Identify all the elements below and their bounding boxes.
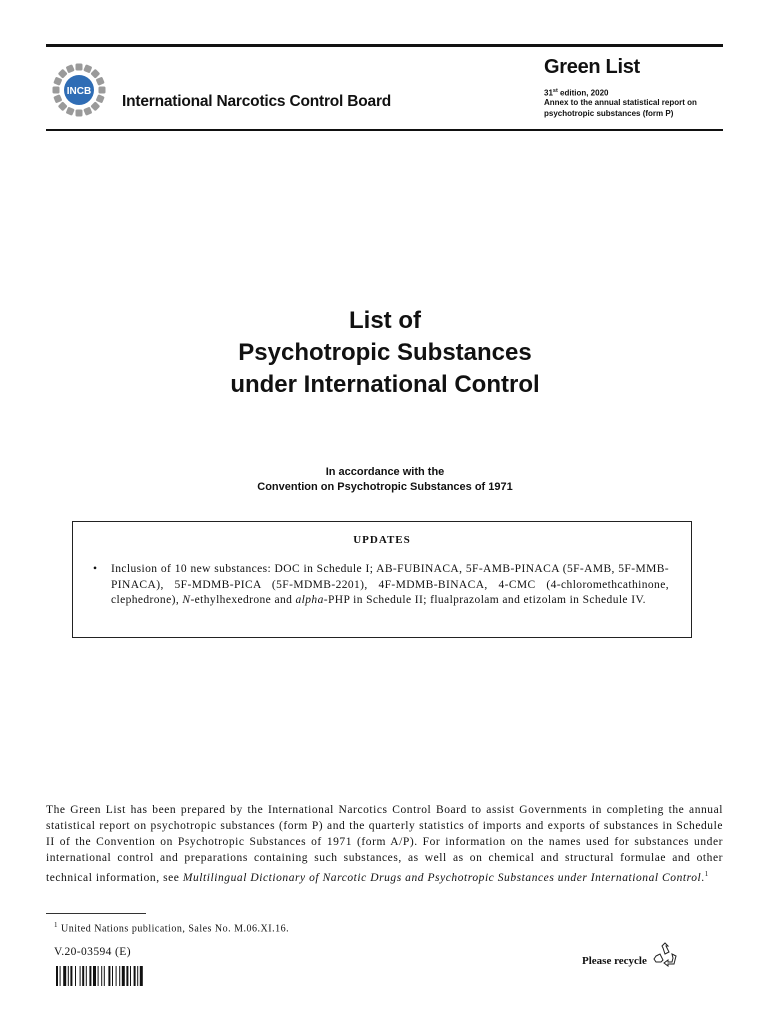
barcode-bar	[75, 966, 76, 986]
header-bottom-rule	[46, 129, 723, 131]
barcode-bar	[89, 966, 91, 986]
barcode-bar	[119, 966, 120, 986]
barcode-bar	[56, 966, 58, 986]
edition-suffix: st	[552, 88, 558, 94]
recycle-icon	[652, 942, 678, 970]
barcode-bar	[86, 966, 87, 986]
logo-figure	[58, 101, 68, 111]
updates-heading: UPDATES	[353, 534, 411, 546]
barcode-bar	[68, 966, 69, 986]
logo-figure	[99, 87, 106, 94]
barcode-bar	[122, 966, 125, 986]
barcode-bar	[134, 966, 136, 986]
barcode-bar	[98, 966, 99, 986]
subtitle-line: Convention on Psychotropic Substances of 1971	[257, 481, 513, 493]
intro-paragraph	[46, 802, 723, 886]
barcode-bar	[70, 966, 72, 986]
top-rule	[46, 44, 723, 47]
logo-figure	[96, 77, 105, 86]
logo-figure	[83, 64, 92, 73]
barcode-bar	[60, 966, 61, 986]
bullet-icon: •	[93, 563, 98, 575]
logo-figure	[53, 87, 60, 94]
logo-figure	[90, 69, 100, 79]
document-title: Green List	[544, 56, 640, 78]
intro-end: .	[701, 871, 705, 884]
organization-name: International Narcotics Control Board	[122, 93, 392, 110]
updates-list	[93, 562, 669, 609]
footnote-mark: 1	[54, 921, 58, 929]
main-title	[0, 305, 770, 401]
incb-logo	[44, 60, 114, 120]
barcode-bar	[104, 966, 105, 986]
barcode-bar	[130, 966, 131, 986]
update-text: -ethylhexedrone and	[190, 594, 296, 606]
updates-box	[72, 521, 692, 638]
update-item	[93, 562, 669, 609]
logo-figure	[66, 64, 75, 73]
intro-reference: Multilingual Dictionary of Narcotic Drugs and Psychotropic Substances under International Control	[182, 871, 702, 884]
barcode-bar	[63, 966, 66, 986]
barcode-bar	[137, 966, 138, 986]
logo-figure	[76, 110, 83, 117]
logo-figure	[90, 101, 100, 111]
logo-figure	[58, 69, 68, 79]
main-title-line: List of	[349, 307, 421, 334]
barcode-bar	[101, 966, 102, 986]
footnote-marker: 1	[704, 870, 709, 878]
logo-figure	[66, 107, 75, 116]
job-number: V.20-03594 (E)	[54, 946, 131, 958]
edition-rest: edition, 2020	[557, 88, 609, 98]
update-italic: N	[182, 594, 191, 606]
logo-figure	[83, 107, 92, 116]
update-text: Inclusion of 10 new substances: DOC in Schedule I; AB-FUBINACA, 5F-AMB-PINACA (5F-AMB, 5F-MMB-PINACA), 5F-MDMB-PICA (5F-MDMB-2201), 4F-MDMB-BINACA, 4-CMC (4-chloromethcathinone, clephedrone),	[111, 563, 669, 606]
annex-note: Annex to the annual statistical report on psychotropic substances (form P)	[544, 98, 697, 118]
logo-figure	[76, 64, 83, 71]
main-title-line: under International Control	[230, 371, 540, 398]
main-title-line: Psychotropic Substances	[238, 339, 532, 366]
barcode-bar	[126, 966, 128, 986]
footnote-text: United Nations publication, Sales No. M.06.XI.16.	[58, 923, 290, 935]
footnote-rule	[46, 913, 146, 914]
barcode-bar	[93, 966, 96, 986]
barcode-bar	[112, 966, 113, 986]
barcode-bar	[82, 966, 84, 986]
intro-text: The Green List has been prepared by the International Narcotics Control Board to assist Governments in completing the annual statistical report on psychotropic substances (form P) and the quarterly statistics of imports and exports of substances in Schedule II of the Convention on Psychotropic Substances of 1971 (form A/P). For information on the names used for substances under international control and preparations containing such substances, as well as on chemical and structural formulae and other technical information, see	[46, 804, 723, 884]
barcode-bar	[108, 966, 110, 986]
edition-number: 31	[544, 88, 553, 98]
logo-figure	[53, 94, 62, 103]
barcode-bar	[140, 966, 143, 986]
logo-text: INCB	[66, 86, 92, 97]
barcode-icon	[56, 966, 186, 986]
logo-figure	[53, 77, 62, 86]
footnote	[54, 921, 289, 934]
update-italic: alpha	[295, 594, 324, 606]
recycle-text: Please recycle	[582, 955, 647, 967]
convention-subtitle	[0, 465, 770, 495]
barcode-bar	[116, 966, 117, 986]
update-text: -PHP in Schedule II; flualprazolam and etizolam in Schedule IV.	[323, 594, 646, 606]
subtitle-line: In accordance with the	[325, 466, 445, 478]
barcode-bar	[80, 966, 81, 986]
logo-figure	[96, 94, 105, 103]
